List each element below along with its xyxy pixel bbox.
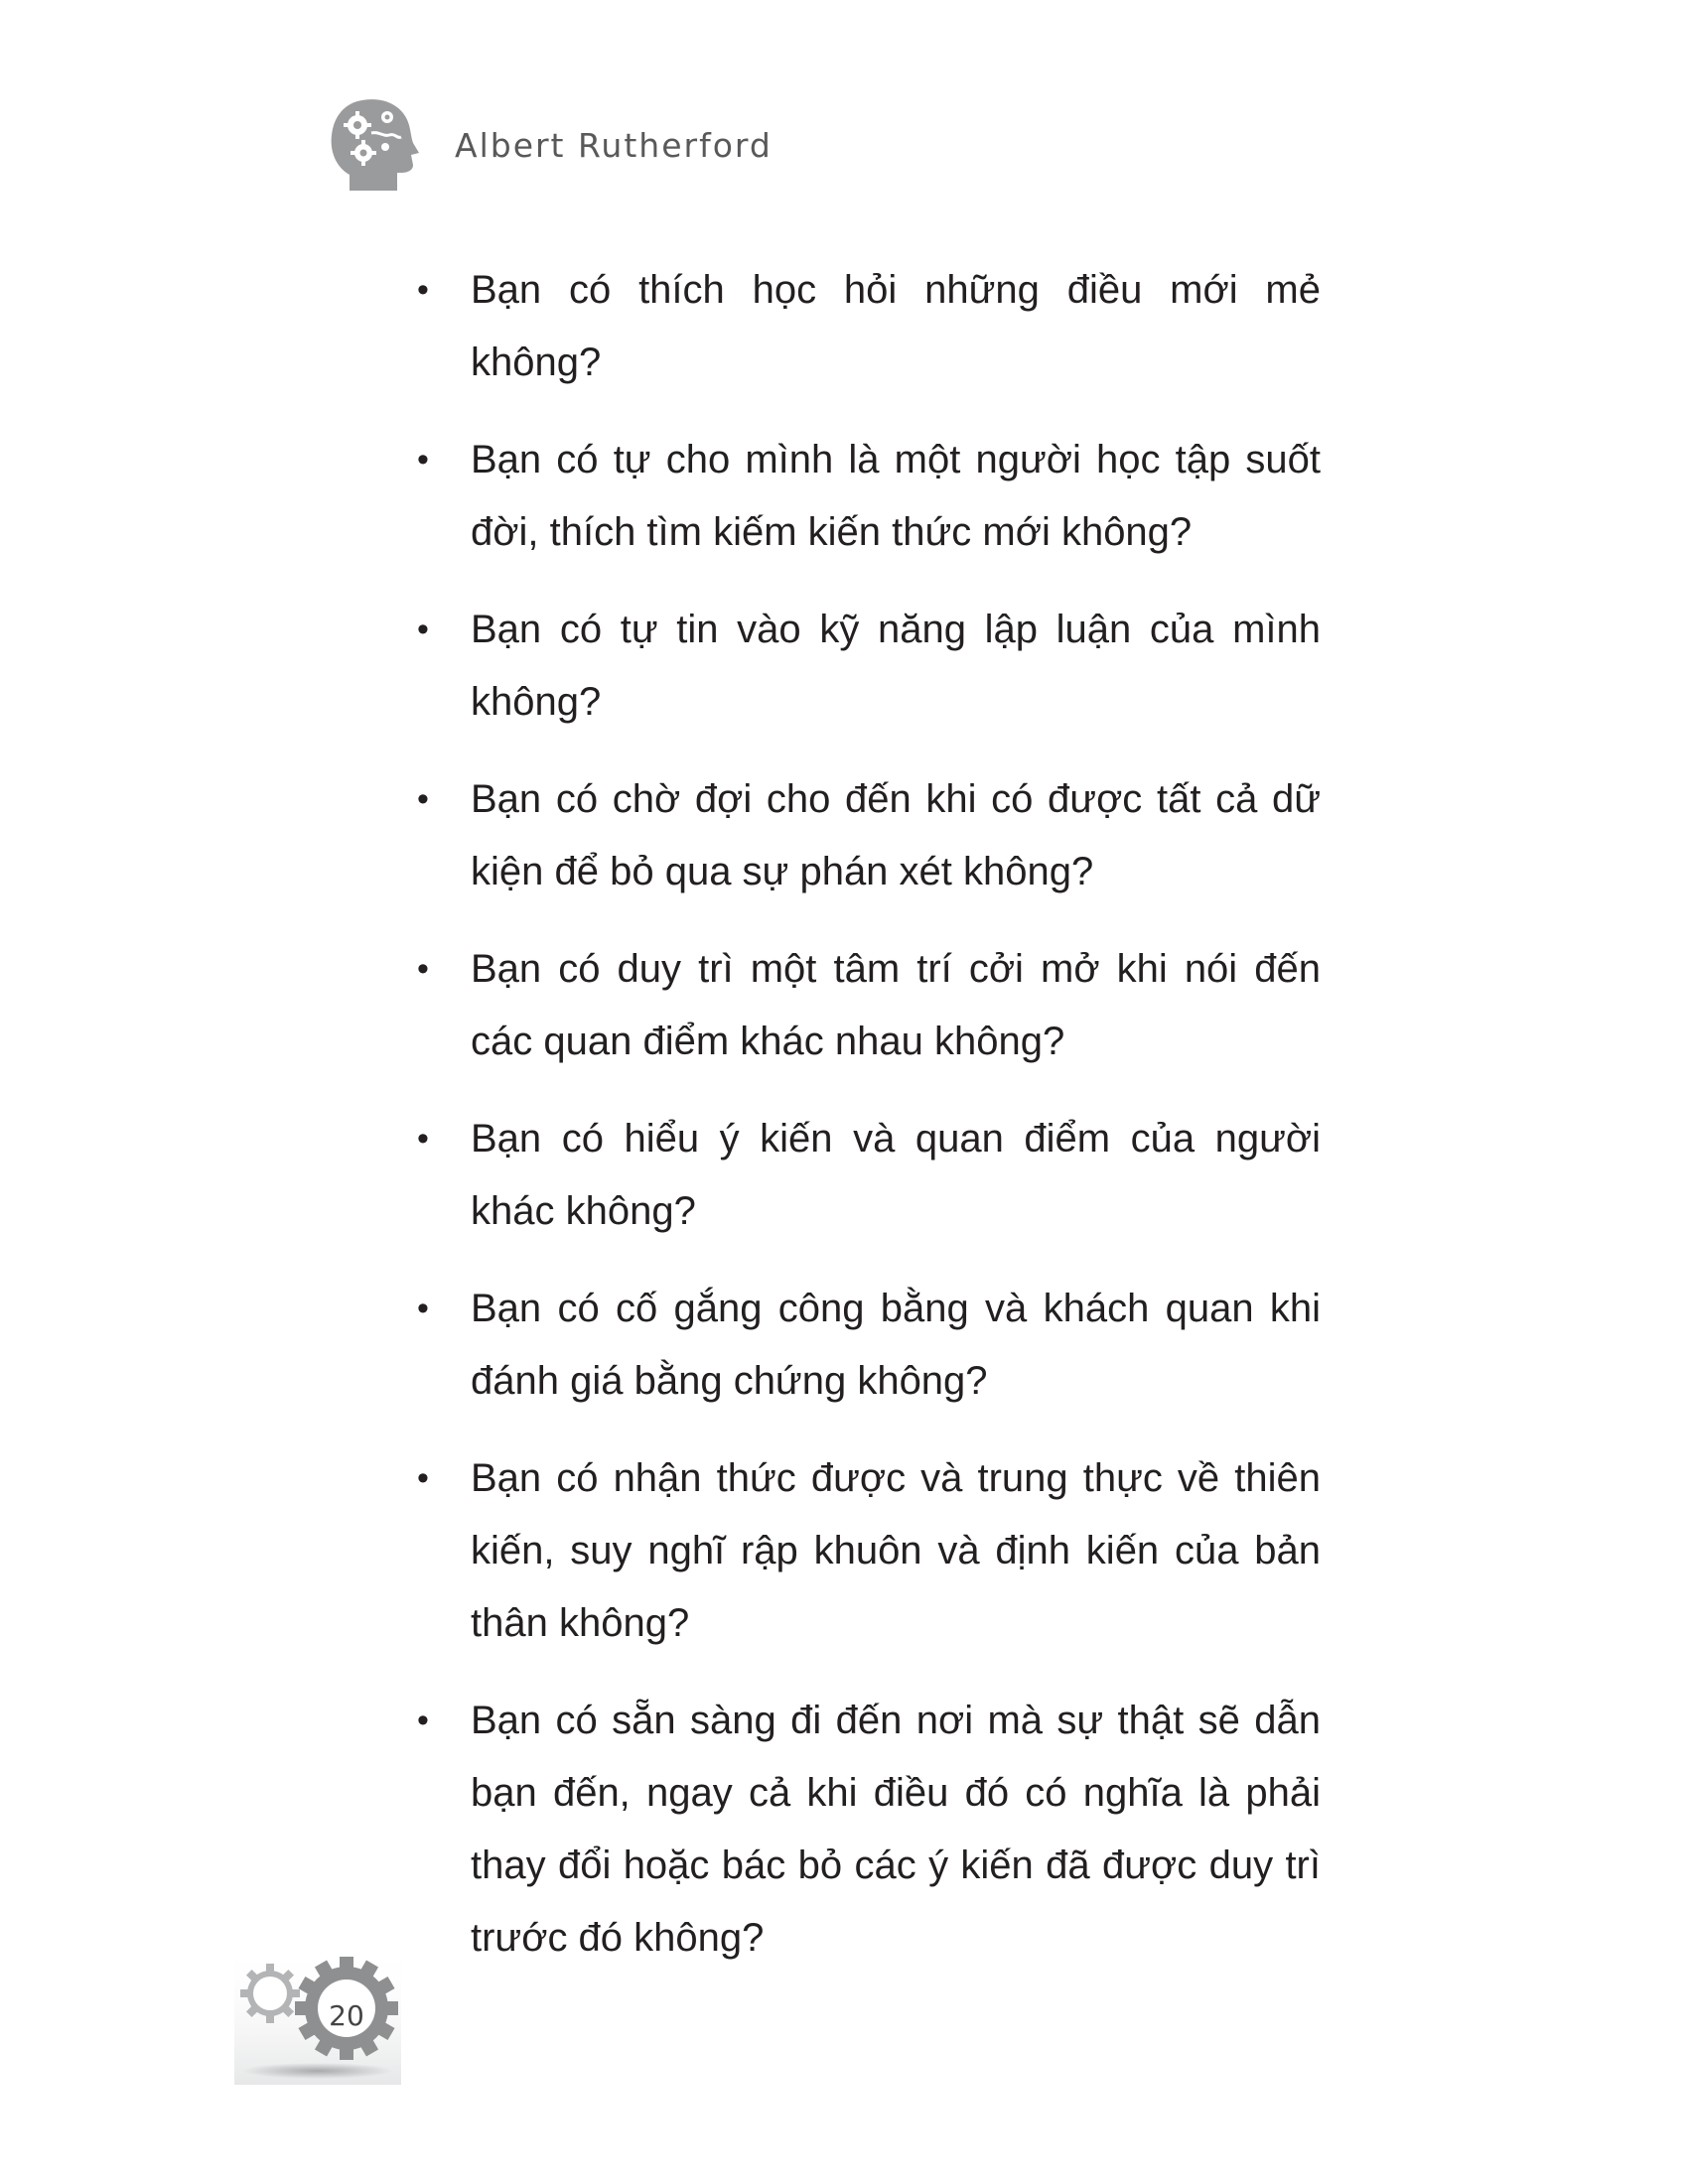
bullet: • <box>417 1459 429 1497</box>
page-number: 20 <box>329 1999 364 2032</box>
list-item <box>417 933 1321 1078</box>
page-number-badge <box>234 1946 401 2085</box>
question-list <box>417 254 1321 1999</box>
bullet: • <box>417 611 429 648</box>
list-item <box>417 594 1321 739</box>
bullet: • <box>417 1120 429 1158</box>
bullet: • <box>417 780 429 818</box>
list-item <box>417 1442 1321 1660</box>
bullet: • <box>417 441 429 478</box>
list-item <box>417 424 1321 569</box>
page-header <box>328 95 773 195</box>
question-text: Bạn có tự cho mình là một người học tập suốt đời, thích tìm kiếm kiến thức mới không? <box>471 438 1321 554</box>
author-name: Albert Rutherford <box>455 125 773 165</box>
question-text: Bạn có tự tin vào kỹ năng lập luận của mình không? <box>471 608 1321 724</box>
bullet: • <box>417 950 429 988</box>
bullet: • <box>417 271 429 309</box>
question-text: Bạn có chờ đợi cho đến khi có được tất cả dữ kiện để bỏ qua sự phán xét không? <box>471 777 1321 893</box>
brain-gears-head-icon <box>328 95 419 195</box>
question-text: Bạn có cố gắng công bằng và khách quan khi đánh giá bằng chứng không? <box>471 1287 1321 1403</box>
list-item <box>417 763 1321 908</box>
question-text: Bạn có nhận thức được và trung thực về thiên kiến, suy nghĩ rập khuôn và định kiến của bản thân không? <box>471 1456 1321 1645</box>
question-text: Bạn có duy trì một tâm trí cởi mở khi nói đến các quan điểm khác nhau không? <box>471 947 1321 1063</box>
question-text: Bạn có hiểu ý kiến và quan điểm của người khác không? <box>471 1117 1321 1233</box>
list-item <box>417 1103 1321 1248</box>
question-text: Bạn có thích học hỏi những điều mới mẻ không? <box>471 268 1321 384</box>
bullet: • <box>417 1290 429 1327</box>
list-item <box>417 1685 1321 1975</box>
bullet: • <box>417 1702 429 1739</box>
question-text: Bạn có sẵn sàng đi đến nơi mà sự thật sẽ dẫn bạn đến, ngay cả khi điều đó có nghĩa là phải thay đổi hoặc bác bỏ các ý kiến đã được duy trì trước đó không? <box>471 1699 1321 1960</box>
list-item <box>417 254 1321 399</box>
list-item <box>417 1273 1321 1418</box>
